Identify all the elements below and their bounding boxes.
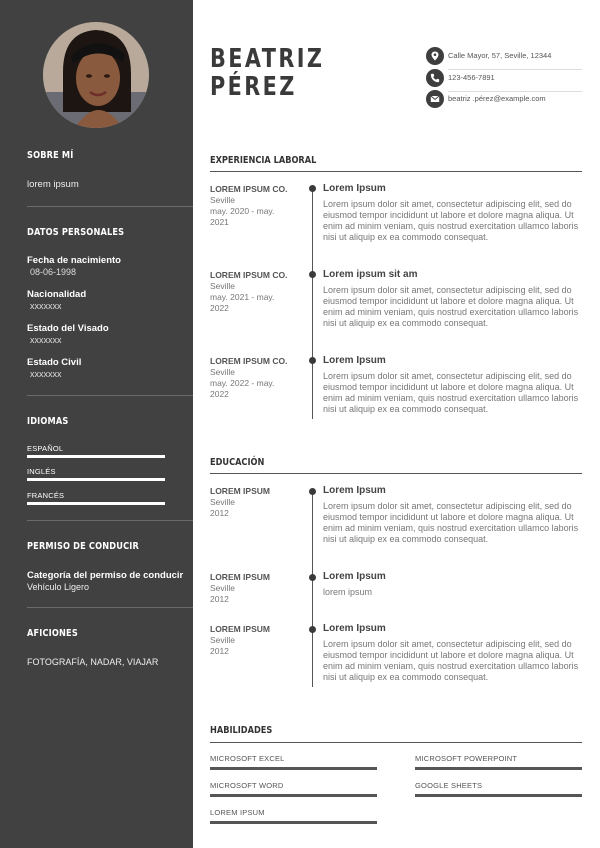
degree-title: Lorem Ipsum [323,571,386,582]
skill-item [210,754,377,770]
school-city: Seville [210,497,236,507]
school-name: LOREM IPSUM [210,624,270,634]
experience-title: EXPERIENCIA LABORAL [210,155,317,166]
sidebar-divider [27,607,193,608]
contact-email: beatriz .pérez@example.com [448,94,546,103]
company-name: LOREM IPSUM CO. [210,270,288,280]
date-range: may. 2020 - may. [210,206,275,216]
timeline-dot [309,271,316,278]
school-city: Seville [210,583,236,593]
timeline-dot [309,488,316,495]
skills-title: HABILIDADES [210,725,273,736]
skill-item [210,808,377,824]
language-level-bar [27,478,165,481]
education-title: EDUCACIÓN [210,457,265,468]
date-range-end: 2022 [210,389,229,399]
first-name: BEATRIZ [210,44,325,74]
contact-phone-row [426,69,582,91]
education-entry-meta [210,624,306,657]
education-entry-body [323,485,582,545]
last-name: PÉREZ [210,72,297,102]
graduation-year: 2012 [210,594,229,604]
education-timeline [312,490,313,687]
timeline-dot [309,626,316,633]
degree-description: Lorem ipsum dolor sit amet, consectetur adipiscing elit, sed do eiusmod tempor incididunt ut labore et dolore magna aliqua. Ut enim ad minim veniam, quis nostrud exercitation ullamco laboris nisi ut aliquip ex ea commodo consequat. [323,639,579,682]
hobbies-text: FOTOGRAFÍA, NADAR, VIAJAR [27,657,159,667]
sidebar [0,0,193,848]
experience-entry-meta [210,270,306,314]
experience-entry-meta [210,356,306,400]
education-entry-body [323,571,582,598]
skill-item [415,781,582,797]
sidebar-divider [27,206,193,207]
license-label: Categoría del permiso de conducir [27,570,184,581]
license-title: PERMISO DE CONDUCIR [27,541,139,552]
nationality-label: Nacionalidad [27,289,87,300]
visa-value: xxxxxxx [30,335,62,345]
section-divider [210,171,582,172]
skill-name: MICROSOFT EXCEL [210,754,285,763]
graduation-year: 2012 [210,508,229,518]
graduation-year: 2012 [210,646,229,656]
skill-level-bar [210,767,377,770]
company-city: Seville [210,367,236,377]
phone-icon [426,69,444,87]
company-name: LOREM IPSUM CO. [210,184,288,194]
date-range: may. 2022 - may. [210,378,275,388]
civil-status-label: Estado Civil [27,357,82,368]
nationality-value: xxxxxxx [30,301,62,311]
education-entry-meta [210,486,306,519]
experience-entry-meta [210,184,306,228]
job-title: Lorem Ipsum [323,355,386,366]
language-name: ESPAÑOL [27,444,64,453]
experience-timeline [312,188,313,419]
education-entry-body [323,623,582,683]
birthdate-value: 08-06-1998 [30,267,77,277]
language-name: FRANCÉS [27,491,65,500]
company-name: LOREM IPSUM CO. [210,356,288,366]
experience-entry-body [323,355,582,415]
job-description: Lorem ipsum dolor sit amet, consectetur adipiscing elit, sed do eiusmod tempor incididunt ut labore et dolore magna aliqua. Ut enim ad minim veniam, quis nostrud exercitation ullamco laboris nisi ut aliquip ex ea commodo consequat. [323,285,579,328]
birthdate-label: Fecha de nacimiento [27,255,121,266]
skill-name: MICROSOFT POWERPOINT [415,754,518,763]
contact-address-row [426,47,582,69]
timeline-dot [309,574,316,581]
experience-entry-body [323,269,582,329]
skill-level-bar [210,794,377,797]
location-pin-icon [426,47,444,65]
skill-level-bar [415,767,582,770]
company-city: Seville [210,281,236,291]
degree-description: Lorem ipsum dolor sit amet, consectetur adipiscing elit, sed do eiusmod tempor incididunt ut labore et dolore magna aliqua. Ut enim ad minim veniam, quis nostrud exercitation ullamco laboris nisi ut aliquip ex ea commodo consequat. [323,501,579,544]
personal-title: DATOS PERSONALES [27,227,125,238]
degree-description: lorem ipsum [323,587,373,597]
skill-name: LOREM IPSUM [210,808,265,817]
civil-status-value: xxxxxxx [30,369,62,379]
job-title: Lorem Ipsum [323,183,386,194]
job-description: Lorem ipsum dolor sit amet, consectetur adipiscing elit, sed do eiusmod tempor incididunt ut labore et dolore magna aliqua. Ut enim ad minim veniam, quis nostrud exercitation ullamco laboris nisi ut aliquip ex ea commodo consequat. [323,371,579,414]
skill-level-bar [210,821,377,824]
language-level-bar [27,502,165,505]
sidebar-divider [27,520,193,521]
email-icon [426,90,444,108]
languages-title: IDIOMAS [27,416,69,427]
school-name: LOREM IPSUM [210,572,270,582]
skill-name: GOOGLE SHEETS [415,781,483,790]
education-entry-meta [210,572,306,605]
degree-title: Lorem Ipsum [323,623,386,634]
contact-phone: 123-456-7891 [448,73,495,82]
sidebar-divider [27,395,193,396]
hobbies-title: AFICIONES [27,628,78,639]
skill-level-bar [415,794,582,797]
job-description: Lorem ipsum dolor sit amet, consectetur adipiscing elit, sed do eiusmod tempor incididunt ut labore et dolore magna aliqua. Ut enim ad minim veniam, quis nostrud exercitation ullamco laboris nisi ut aliquip ex ea commodo consequat. [323,199,579,242]
date-range: may. 2021 - may. [210,292,275,302]
about-text: lorem ipsum [27,179,79,190]
school-city: Seville [210,635,236,645]
timeline-dot [309,357,316,364]
skill-item [210,781,377,797]
about-title: SOBRE MÍ [27,150,74,161]
job-title: Lorem ipsum sit am [323,269,418,280]
visa-label: Estado del Visado [27,323,109,334]
contact-address: Calle Mayor, 57, Seville, 12344 [448,51,552,60]
timeline-dot [309,185,316,192]
degree-title: Lorem Ipsum [323,485,386,496]
section-divider [210,473,582,474]
skill-name: MICROSOFT WORD [210,781,284,790]
profile-photo [43,22,149,128]
school-name: LOREM IPSUM [210,486,270,496]
license-value: Vehículo Ligero [27,582,90,592]
company-city: Seville [210,195,236,205]
contact-email-row [426,90,582,112]
language-level-bar [27,455,165,458]
section-divider [210,742,582,743]
date-range-end: 2022 [210,303,229,313]
skill-item [415,754,582,770]
experience-entry-body [323,183,582,243]
date-range-end: 2021 [210,217,229,227]
language-name: INGLÉS [27,467,56,476]
